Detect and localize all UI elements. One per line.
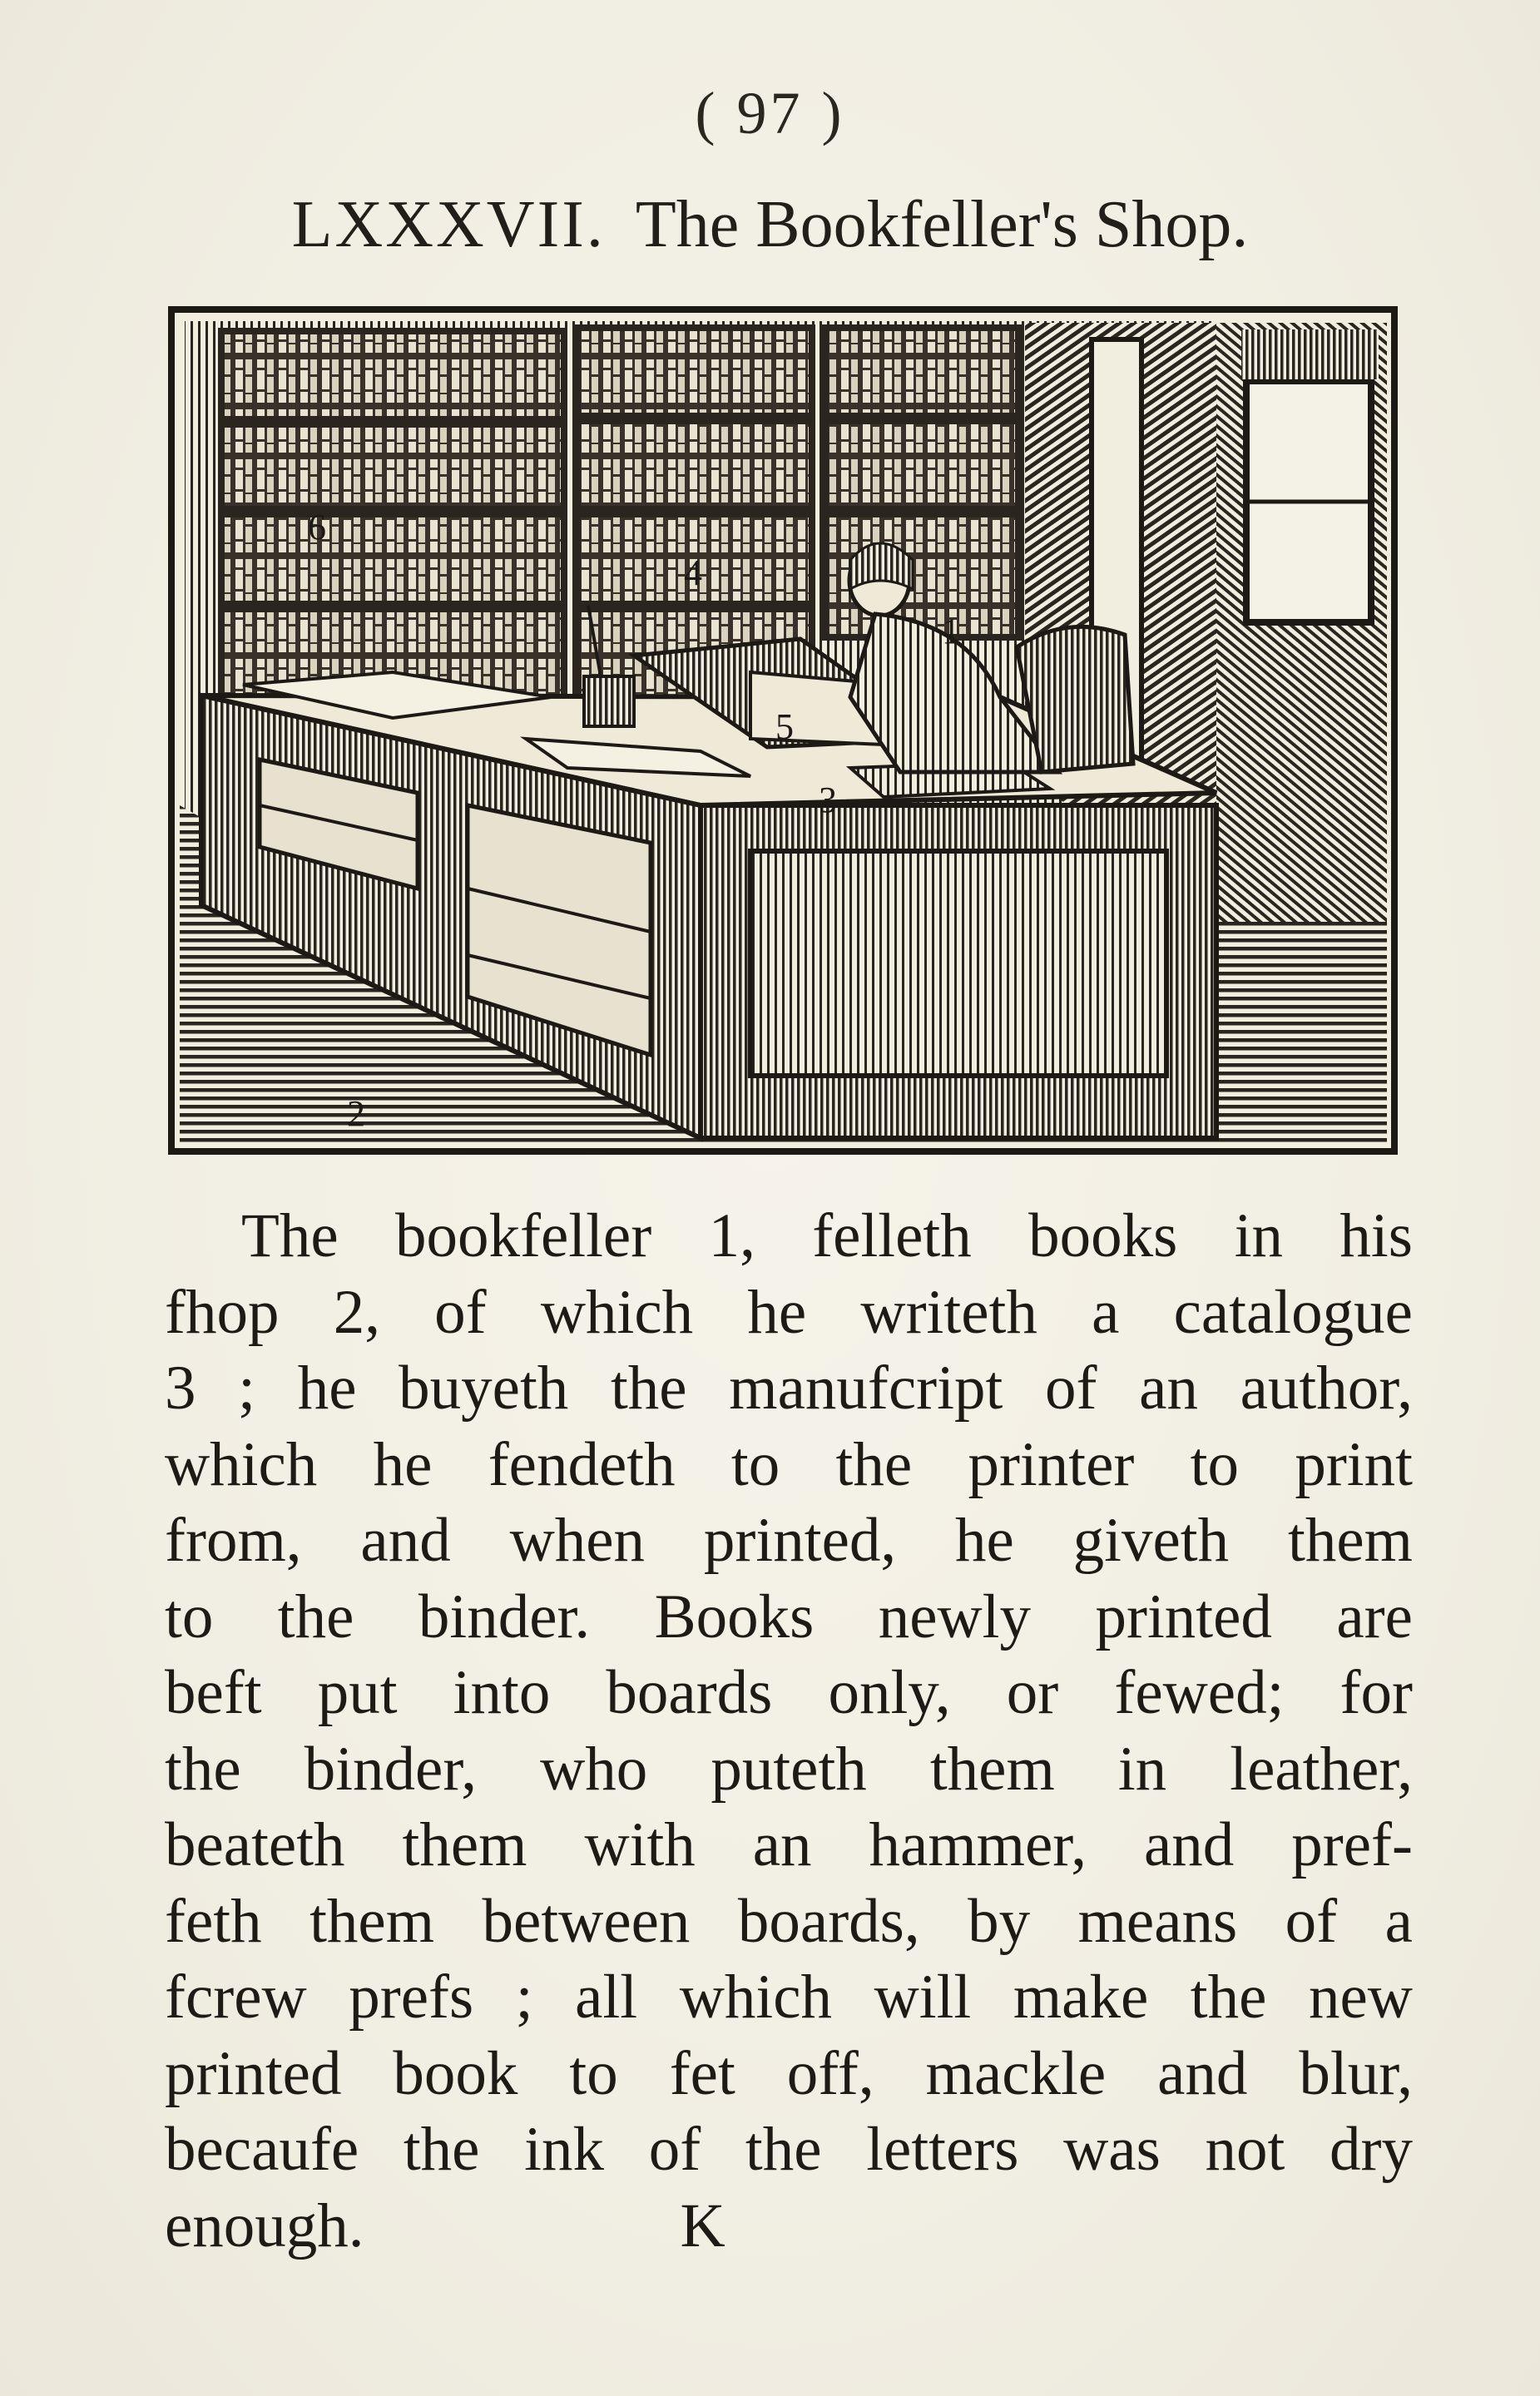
text-line	[165, 1275, 1413, 1351]
word: them	[1288, 1506, 1413, 1575]
word: mackle	[925, 2038, 1107, 2108]
word: a	[1092, 1277, 1120, 1347]
word: books	[1028, 1201, 1178, 1270]
word: Books	[654, 1582, 815, 1651]
figure-number-5: 5	[775, 706, 794, 747]
word: of	[1045, 1354, 1097, 1423]
word: between	[482, 1886, 691, 1956]
text-line	[165, 1807, 1413, 1884]
woodcut-illustration	[168, 306, 1398, 1155]
text-line	[165, 1884, 1413, 1960]
word: fet	[669, 2038, 735, 2108]
word: make	[1013, 1963, 1149, 2032]
word: the	[835, 1429, 913, 1499]
word: are	[1336, 1582, 1413, 1651]
body-text	[165, 1198, 1413, 2264]
word: an	[1139, 1354, 1198, 1423]
word: them	[929, 1734, 1055, 1804]
word: the	[745, 2115, 822, 2184]
word: for	[1339, 1658, 1413, 1727]
word: he	[373, 1429, 433, 1499]
word: 1,	[708, 1201, 755, 1270]
word: to	[1190, 1429, 1240, 1499]
word: boards,	[737, 1886, 920, 1956]
word: was	[1063, 2115, 1161, 2184]
word: 3	[165, 1354, 196, 1423]
word: ink	[524, 2115, 604, 2184]
word: off,	[786, 2038, 874, 2108]
word: binder.	[418, 1582, 591, 1651]
word: felleth	[812, 1201, 972, 1270]
word: to	[569, 2038, 618, 2108]
word: book	[393, 2038, 518, 2108]
word: to	[730, 1429, 780, 1499]
word: his	[1339, 1201, 1413, 1270]
chapter-title: The Bookfeller's Shop.	[635, 188, 1249, 261]
text-line	[165, 1198, 1413, 1275]
word: printed,	[703, 1506, 897, 1575]
word: beateth	[165, 1810, 345, 1879]
text-line	[165, 2111, 1413, 2188]
word: writeth	[860, 1277, 1037, 1347]
word: in	[1234, 1201, 1284, 1270]
page-number: ( 97 )	[695, 80, 845, 146]
figure-number-6: 6	[308, 507, 326, 547]
word: and	[1143, 1810, 1235, 1879]
word: he	[955, 1506, 1014, 1575]
word: The	[241, 1201, 339, 1270]
word: of	[434, 1277, 487, 1347]
chapter-heading	[0, 187, 1540, 263]
word: he	[747, 1277, 807, 1347]
word: the	[610, 1354, 687, 1423]
word: 2,	[333, 1277, 380, 1347]
word: not	[1205, 2115, 1285, 2184]
word: which	[540, 1277, 694, 1347]
word: the	[1190, 1963, 1267, 2032]
word: fendeth	[488, 1429, 676, 1499]
word: when	[509, 1506, 646, 1575]
word: fewed;	[1114, 1658, 1285, 1727]
word: by	[968, 1886, 1031, 1956]
word: pref-	[1291, 1810, 1413, 1879]
word: an	[752, 1810, 812, 1879]
word: dry	[1330, 2115, 1413, 2184]
word: printed	[165, 2038, 342, 2108]
word: print	[1295, 1429, 1413, 1499]
word: put	[317, 1658, 398, 1727]
word: the	[403, 2115, 480, 2184]
woodcut-bookshop-scene	[168, 306, 1398, 1155]
word: only,	[828, 1658, 951, 1727]
text-line	[165, 1502, 1413, 1579]
word: binder,	[304, 1734, 478, 1804]
word: becaufe	[165, 2115, 359, 2184]
figure-number-2: 2	[347, 1093, 365, 1134]
word: hammer,	[869, 1810, 1087, 1879]
word: a	[1384, 1886, 1413, 1956]
word: printed	[1095, 1582, 1272, 1651]
word: which	[165, 1429, 318, 1499]
word: fcrew	[165, 1963, 307, 2032]
word: feth	[165, 1886, 262, 1956]
word: catalogue	[1173, 1277, 1413, 1347]
text-line	[165, 2188, 1413, 2265]
word: puteth	[711, 1734, 867, 1804]
text-line	[165, 1427, 1413, 1503]
word: of	[1285, 1886, 1338, 1956]
figure-number-1: 1	[942, 611, 960, 651]
text-line	[165, 2036, 1413, 2112]
word: giveth	[1072, 1506, 1230, 1575]
text-line	[165, 1731, 1413, 1808]
word: the	[277, 1582, 354, 1651]
word: manufcript	[729, 1354, 1003, 1423]
text-line	[165, 1579, 1413, 1656]
figure-number-3: 3	[819, 780, 837, 820]
word: and	[360, 1506, 451, 1575]
word: of	[648, 2115, 701, 2184]
figure-number-4: 4	[684, 552, 702, 593]
text-line	[165, 1655, 1413, 1731]
word: all	[575, 1963, 638, 2032]
text-line	[165, 1350, 1413, 1427]
word: boards	[606, 1658, 773, 1727]
text-line	[165, 1959, 1413, 2036]
chapter-numeral: LXXXVII.	[291, 188, 606, 261]
word: ;	[515, 1963, 533, 2032]
signature-mark: K	[680, 2191, 725, 2260]
word: who	[540, 1734, 648, 1804]
word: them	[309, 1886, 435, 1956]
word: to	[165, 1582, 214, 1651]
word: newly	[878, 1582, 1032, 1651]
word: blur,	[1299, 2038, 1413, 2108]
word: from,	[165, 1506, 302, 1575]
word: prefs	[349, 1963, 474, 2032]
word: new	[1309, 1963, 1413, 2032]
word: the	[165, 1734, 241, 1804]
word: them	[402, 1810, 527, 1879]
word: bookfeller	[394, 1201, 652, 1270]
word: printer	[968, 1429, 1135, 1499]
word: will	[874, 1963, 972, 2032]
word: buyeth	[399, 1354, 569, 1423]
word: with	[584, 1810, 696, 1879]
word: means	[1077, 1886, 1238, 1956]
word: beft	[165, 1658, 262, 1727]
word: letters	[866, 2115, 1019, 2184]
word: enough.	[165, 2191, 364, 2260]
word: into	[453, 1658, 551, 1727]
word: which	[679, 1963, 832, 2032]
word: or	[1006, 1658, 1059, 1727]
word: he	[297, 1354, 357, 1423]
word: ;	[238, 1354, 256, 1423]
word: and	[1157, 2038, 1248, 2108]
word: author,	[1240, 1354, 1413, 1423]
word: leather,	[1230, 1734, 1413, 1804]
word: in	[1117, 1734, 1167, 1804]
word: fhop	[165, 1277, 280, 1347]
